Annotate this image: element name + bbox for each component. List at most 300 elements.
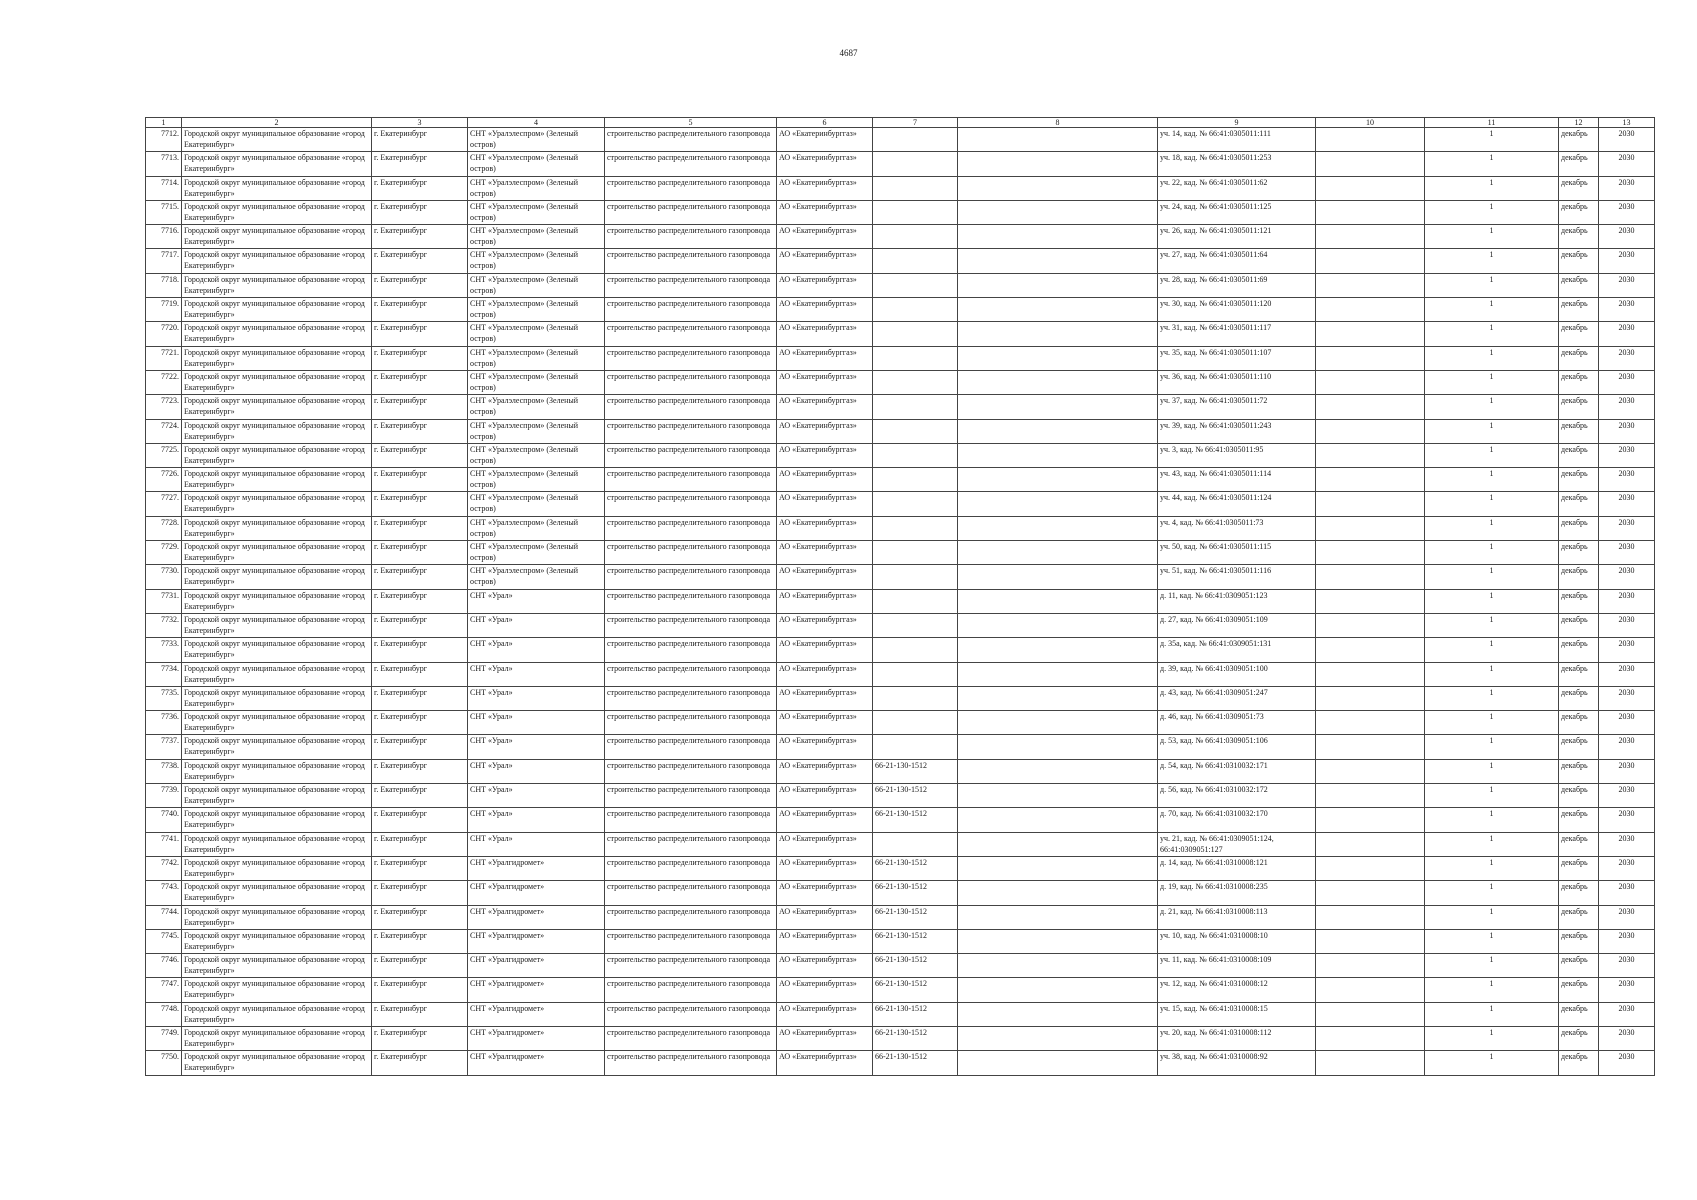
cell-col-5: строительство распределительного газопровода: [605, 176, 777, 200]
cell-col-1: 7742.: [146, 856, 182, 880]
cell-col-4: СНТ «Уралгидромет»: [468, 856, 605, 880]
cell-col-9: д. 14, кад. № 66:41:0310008:121: [1158, 856, 1316, 880]
cell-col-11: 1: [1425, 686, 1559, 710]
cell-col-6: АО «Екатеринбурггаз»: [777, 686, 873, 710]
table-row: [146, 613, 1655, 637]
cell-col-6: АО «Екатеринбурггаз»: [777, 735, 873, 759]
cell-col-6: АО «Екатеринбурггаз»: [777, 322, 873, 346]
cell-col-3: г. Екатеринбург: [372, 395, 468, 419]
table-row: [146, 298, 1655, 322]
table-row: [146, 492, 1655, 516]
cell-col-9: уч. 4, кад. № 66:41:0305011:73: [1158, 516, 1316, 540]
cell-col-11: 1: [1425, 613, 1559, 637]
cell-col-6: АО «Екатеринбурггаз»: [777, 1026, 873, 1050]
cell-col-9: уч. 10, кад. № 66:41:0310008:10: [1158, 929, 1316, 953]
table-row: [146, 273, 1655, 297]
table-body: [146, 128, 1655, 1076]
register-table: [145, 117, 1655, 1076]
cell-col-1: 7717.: [146, 249, 182, 273]
cell-col-2: Городской округ муниципальное образование «город Екатеринбург»: [182, 492, 372, 516]
cell-col-10: [1316, 565, 1425, 589]
cell-col-13: 2030: [1599, 954, 1655, 978]
cell-col-4: СНТ «Уралгидромет»: [468, 905, 605, 929]
cell-col-11: 1: [1425, 419, 1559, 443]
cell-col-1: 7725.: [146, 443, 182, 467]
cell-col-12: декабрь: [1559, 613, 1599, 637]
cell-col-7: 66-21-130-1512: [873, 1002, 958, 1026]
cell-col-5: строительство распределительного газопровода: [605, 565, 777, 589]
cell-col-5: строительство распределительного газопровода: [605, 954, 777, 978]
cell-col-5: строительство распределительного газопровода: [605, 759, 777, 783]
cell-col-9: д. 53, кад. № 66:41:0309051:106: [1158, 735, 1316, 759]
cell-col-2: Городской округ муниципальное образование «город Екатеринбург»: [182, 735, 372, 759]
cell-col-10: [1316, 589, 1425, 613]
cell-col-10: [1316, 322, 1425, 346]
cell-col-10: [1316, 152, 1425, 176]
cell-col-1: 7727.: [146, 492, 182, 516]
cell-col-7: [873, 492, 958, 516]
table-row: [146, 565, 1655, 589]
cell-col-3: г. Екатеринбург: [372, 249, 468, 273]
cell-col-10: [1316, 711, 1425, 735]
cell-col-13: 2030: [1599, 541, 1655, 565]
cell-col-1: 7736.: [146, 711, 182, 735]
cell-col-12: декабрь: [1559, 1002, 1599, 1026]
table-row: [146, 711, 1655, 735]
cell-col-1: 7743.: [146, 881, 182, 905]
cell-col-2: Городской округ муниципальное образование «город Екатеринбург»: [182, 443, 372, 467]
cell-col-9: уч. 20, кад. № 66:41:0310008:112: [1158, 1026, 1316, 1050]
cell-col-6: АО «Екатеринбурггаз»: [777, 784, 873, 808]
table-row: [146, 370, 1655, 394]
cell-col-4: СНТ «Уралэлеспром» (Зеленый остров): [468, 346, 605, 370]
cell-col-2: Городской округ муниципальное образование «город Екатеринбург»: [182, 176, 372, 200]
cell-col-12: декабрь: [1559, 1026, 1599, 1050]
cell-col-4: СНТ «Уралгидромет»: [468, 1051, 605, 1075]
table-row: [146, 395, 1655, 419]
cell-col-7: 66-21-130-1512: [873, 1051, 958, 1075]
cell-col-10: [1316, 686, 1425, 710]
cell-col-8: [958, 735, 1158, 759]
cell-col-7: [873, 249, 958, 273]
cell-col-3: г. Екатеринбург: [372, 541, 468, 565]
cell-col-3: г. Екатеринбург: [372, 370, 468, 394]
cell-col-3: г. Екатеринбург: [372, 784, 468, 808]
cell-col-3: г. Екатеринбург: [372, 954, 468, 978]
cell-col-2: Городской округ муниципальное образование «город Екатеринбург»: [182, 468, 372, 492]
cell-col-4: СНТ «Уралэлеспром» (Зеленый остров): [468, 443, 605, 467]
cell-col-4: СНТ «Уралгидромет»: [468, 929, 605, 953]
cell-col-11: 1: [1425, 638, 1559, 662]
cell-col-9: уч. 36, кад. № 66:41:0305011:110: [1158, 370, 1316, 394]
cell-col-1: 7720.: [146, 322, 182, 346]
cell-col-8: [958, 176, 1158, 200]
table-row: [146, 832, 1655, 856]
cell-col-10: [1316, 759, 1425, 783]
cell-col-4: СНТ «Урал»: [468, 638, 605, 662]
cell-col-13: 2030: [1599, 1026, 1655, 1050]
cell-col-9: уч. 31, кад. № 66:41:0305011:117: [1158, 322, 1316, 346]
cell-col-7: 66-21-130-1512: [873, 929, 958, 953]
cell-col-4: СНТ «Уралэлеспром» (Зеленый остров): [468, 128, 605, 152]
cell-col-5: строительство распределительного газопровода: [605, 541, 777, 565]
cell-col-3: г. Екатеринбург: [372, 662, 468, 686]
cell-col-12: декабрь: [1559, 322, 1599, 346]
cell-col-1: 7715.: [146, 200, 182, 224]
cell-col-4: СНТ «Уралэлеспром» (Зеленый остров): [468, 152, 605, 176]
cell-col-9: д. 54, кад. № 66:41:0310032:171: [1158, 759, 1316, 783]
cell-col-2: Городской округ муниципальное образование «город Екатеринбург»: [182, 589, 372, 613]
cell-col-2: Городской округ муниципальное образование «город Екатеринбург»: [182, 638, 372, 662]
cell-col-7: [873, 638, 958, 662]
cell-col-12: декабрь: [1559, 808, 1599, 832]
cell-col-8: [958, 1002, 1158, 1026]
cell-col-9: уч. 15, кад. № 66:41:0310008:15: [1158, 1002, 1316, 1026]
cell-col-8: [958, 638, 1158, 662]
cell-col-6: АО «Екатеринбурггаз»: [777, 419, 873, 443]
cell-col-11: 1: [1425, 881, 1559, 905]
table-row: [146, 784, 1655, 808]
cell-col-4: СНТ «Уралэлеспром» (Зеленый остров): [468, 541, 605, 565]
cell-col-13: 2030: [1599, 419, 1655, 443]
cell-col-4: СНТ «Урал»: [468, 662, 605, 686]
cell-col-1: 7748.: [146, 1002, 182, 1026]
cell-col-9: уч. 38, кад. № 66:41:0310008:92: [1158, 1051, 1316, 1075]
cell-col-13: 2030: [1599, 589, 1655, 613]
cell-col-6: АО «Екатеринбурггаз»: [777, 225, 873, 249]
cell-col-3: г. Екатеринбург: [372, 468, 468, 492]
cell-col-10: [1316, 1026, 1425, 1050]
cell-col-12: декабрь: [1559, 468, 1599, 492]
cell-col-13: 2030: [1599, 881, 1655, 905]
cell-col-10: [1316, 176, 1425, 200]
cell-col-1: 7744.: [146, 905, 182, 929]
cell-col-12: декабрь: [1559, 443, 1599, 467]
cell-col-3: г. Екатеринбург: [372, 273, 468, 297]
cell-col-8: [958, 200, 1158, 224]
cell-col-4: СНТ «Уралэлеспром» (Зеленый остров): [468, 565, 605, 589]
cell-col-11: 1: [1425, 905, 1559, 929]
cell-col-9: уч. 24, кад. № 66:41:0305011:125: [1158, 200, 1316, 224]
cell-col-13: 2030: [1599, 298, 1655, 322]
cell-col-8: [958, 565, 1158, 589]
cell-col-4: СНТ «Урал»: [468, 589, 605, 613]
column-header-9: 9: [1158, 118, 1316, 128]
cell-col-1: 7745.: [146, 929, 182, 953]
cell-col-11: 1: [1425, 395, 1559, 419]
cell-col-9: д. 70, кад. № 66:41:0310032:170: [1158, 808, 1316, 832]
table-row: [146, 1002, 1655, 1026]
cell-col-2: Городской округ муниципальное образование «город Екатеринбург»: [182, 978, 372, 1002]
cell-col-4: СНТ «Урал»: [468, 686, 605, 710]
column-header-12: 12: [1559, 118, 1599, 128]
cell-col-8: [958, 808, 1158, 832]
cell-col-6: АО «Екатеринбурггаз»: [777, 468, 873, 492]
cell-col-11: 1: [1425, 589, 1559, 613]
cell-col-3: г. Екатеринбург: [372, 929, 468, 953]
cell-col-13: 2030: [1599, 346, 1655, 370]
cell-col-10: [1316, 298, 1425, 322]
cell-col-7: 66-21-130-1512: [873, 784, 958, 808]
cell-col-7: 66-21-130-1512: [873, 1026, 958, 1050]
cell-col-7: 66-21-130-1512: [873, 881, 958, 905]
cell-col-2: Городской округ муниципальное образование «город Екатеринбург»: [182, 395, 372, 419]
cell-col-9: д. 21, кад. № 66:41:0310008:113: [1158, 905, 1316, 929]
cell-col-12: декабрь: [1559, 881, 1599, 905]
cell-col-6: АО «Екатеринбурггаз»: [777, 638, 873, 662]
cell-col-6: АО «Екатеринбурггаз»: [777, 929, 873, 953]
cell-col-9: уч. 39, кад. № 66:41:0305011:243: [1158, 419, 1316, 443]
cell-col-11: 1: [1425, 1002, 1559, 1026]
cell-col-6: АО «Екатеринбурггаз»: [777, 954, 873, 978]
cell-col-7: [873, 419, 958, 443]
table-row: [146, 735, 1655, 759]
table-row: [146, 468, 1655, 492]
cell-col-3: г. Екатеринбург: [372, 298, 468, 322]
cell-col-2: Городской округ муниципальное образование «город Екатеринбург»: [182, 1051, 372, 1075]
cell-col-11: 1: [1425, 516, 1559, 540]
cell-col-9: уч. 37, кад. № 66:41:0305011:72: [1158, 395, 1316, 419]
cell-col-9: д. 27, кад. № 66:41:0309051:109: [1158, 613, 1316, 637]
cell-col-3: г. Екатеринбург: [372, 176, 468, 200]
cell-col-11: 1: [1425, 1051, 1559, 1075]
cell-col-12: декабрь: [1559, 419, 1599, 443]
table-row: [146, 346, 1655, 370]
cell-col-6: АО «Екатеринбурггаз»: [777, 565, 873, 589]
cell-col-8: [958, 954, 1158, 978]
cell-col-6: АО «Екатеринбурггаз»: [777, 589, 873, 613]
cell-col-5: строительство распределительного газопровода: [605, 978, 777, 1002]
cell-col-3: г. Екатеринбург: [372, 808, 468, 832]
cell-col-5: строительство распределительного газопровода: [605, 322, 777, 346]
cell-col-12: декабрь: [1559, 516, 1599, 540]
cell-col-8: [958, 468, 1158, 492]
cell-col-2: Городской округ муниципальное образование «город Екатеринбург»: [182, 856, 372, 880]
cell-col-2: Городской округ муниципальное образование «город Екатеринбург»: [182, 346, 372, 370]
cell-col-4: СНТ «Урал»: [468, 832, 605, 856]
cell-col-7: [873, 832, 958, 856]
cell-col-2: Городской округ муниципальное образование «город Екатеринбург»: [182, 273, 372, 297]
cell-col-3: г. Екатеринбург: [372, 419, 468, 443]
cell-col-11: 1: [1425, 273, 1559, 297]
cell-col-13: 2030: [1599, 978, 1655, 1002]
page-number: 4687: [839, 48, 858, 58]
cell-col-9: д. 39, кад. № 66:41:0309051:100: [1158, 662, 1316, 686]
cell-col-7: [873, 662, 958, 686]
table-row: [146, 516, 1655, 540]
cell-col-7: [873, 346, 958, 370]
cell-col-1: 7749.: [146, 1026, 182, 1050]
cell-col-11: 1: [1425, 784, 1559, 808]
cell-col-5: строительство распределительного газопровода: [605, 419, 777, 443]
cell-col-8: [958, 370, 1158, 394]
cell-col-7: 66-21-130-1512: [873, 978, 958, 1002]
cell-col-4: СНТ «Уралэлеспром» (Зеленый остров): [468, 225, 605, 249]
cell-col-10: [1316, 856, 1425, 880]
cell-col-7: [873, 200, 958, 224]
cell-col-10: [1316, 516, 1425, 540]
cell-col-1: 7722.: [146, 370, 182, 394]
cell-col-6: АО «Екатеринбурггаз»: [777, 662, 873, 686]
cell-col-10: [1316, 273, 1425, 297]
cell-col-2: Городской округ муниципальное образование «город Екатеринбург»: [182, 322, 372, 346]
cell-col-1: 7726.: [146, 468, 182, 492]
cell-col-6: АО «Екатеринбурггаз»: [777, 1002, 873, 1026]
cell-col-5: строительство распределительного газопровода: [605, 711, 777, 735]
table-row: [146, 128, 1655, 152]
cell-col-8: [958, 905, 1158, 929]
cell-col-12: декабрь: [1559, 929, 1599, 953]
column-header-7: 7: [873, 118, 958, 128]
cell-col-4: СНТ «Урал»: [468, 759, 605, 783]
cell-col-2: Городской округ муниципальное образование «город Екатеринбург»: [182, 1002, 372, 1026]
cell-col-9: уч. 12, кад. № 66:41:0310008:12: [1158, 978, 1316, 1002]
cell-col-9: д. 11, кад. № 66:41:0309051:123: [1158, 589, 1316, 613]
cell-col-1: 7719.: [146, 298, 182, 322]
cell-col-7: [873, 686, 958, 710]
cell-col-4: СНТ «Уралэлеспром» (Зеленый остров): [468, 468, 605, 492]
cell-col-2: Городской округ муниципальное образование «город Екатеринбург»: [182, 225, 372, 249]
cell-col-10: [1316, 881, 1425, 905]
cell-col-6: АО «Екатеринбурггаз»: [777, 881, 873, 905]
cell-col-10: [1316, 1051, 1425, 1075]
cell-col-9: д. 56, кад. № 66:41:0310032:172: [1158, 784, 1316, 808]
cell-col-9: уч. 14, кад. № 66:41:0305011:111: [1158, 128, 1316, 152]
cell-col-2: Городской округ муниципальное образование «город Екатеринбург»: [182, 370, 372, 394]
cell-col-9: уч. 43, кад. № 66:41:0305011:114: [1158, 468, 1316, 492]
cell-col-1: 7730.: [146, 565, 182, 589]
cell-col-12: декабрь: [1559, 662, 1599, 686]
cell-col-5: строительство распределительного газопровода: [605, 638, 777, 662]
cell-col-3: г. Екатеринбург: [372, 1026, 468, 1050]
cell-col-11: 1: [1425, 735, 1559, 759]
cell-col-12: декабрь: [1559, 905, 1599, 929]
cell-col-8: [958, 128, 1158, 152]
cell-col-2: Городской округ муниципальное образование «город Екатеринбург»: [182, 152, 372, 176]
cell-col-2: Городской округ муниципальное образование «город Екатеринбург»: [182, 954, 372, 978]
cell-col-10: [1316, 929, 1425, 953]
cell-col-9: д. 19, кад. № 66:41:0310008:235: [1158, 881, 1316, 905]
cell-col-3: г. Екатеринбург: [372, 565, 468, 589]
cell-col-4: СНТ «Уралгидромет»: [468, 1026, 605, 1050]
cell-col-11: 1: [1425, 128, 1559, 152]
cell-col-7: [873, 468, 958, 492]
cell-col-13: 2030: [1599, 492, 1655, 516]
cell-col-1: 7732.: [146, 613, 182, 637]
cell-col-4: СНТ «Уралэлеспром» (Зеленый остров): [468, 370, 605, 394]
cell-col-4: СНТ «Уралэлеспром» (Зеленый остров): [468, 419, 605, 443]
column-number-row: [146, 118, 1655, 128]
cell-col-13: 2030: [1599, 784, 1655, 808]
cell-col-10: [1316, 1002, 1425, 1026]
cell-col-9: уч. 51, кад. № 66:41:0305011:116: [1158, 565, 1316, 589]
cell-col-13: 2030: [1599, 200, 1655, 224]
cell-col-5: строительство распределительного газопровода: [605, 249, 777, 273]
cell-col-7: [873, 613, 958, 637]
cell-col-9: уч. 3, кад. № 66:41:0305011:95: [1158, 443, 1316, 467]
cell-col-5: строительство распределительного газопровода: [605, 735, 777, 759]
cell-col-3: г. Екатеринбург: [372, 638, 468, 662]
cell-col-5: строительство распределительного газопровода: [605, 856, 777, 880]
cell-col-1: 7728.: [146, 516, 182, 540]
cell-col-9: уч. 30, кад. № 66:41:0305011:120: [1158, 298, 1316, 322]
cell-col-6: АО «Екатеринбурггаз»: [777, 905, 873, 929]
cell-col-13: 2030: [1599, 929, 1655, 953]
cell-col-12: декабрь: [1559, 711, 1599, 735]
column-header-11: 11: [1425, 118, 1559, 128]
cell-col-8: [958, 419, 1158, 443]
cell-col-2: Городской округ муниципальное образование «город Екатеринбург»: [182, 929, 372, 953]
cell-col-1: 7716.: [146, 225, 182, 249]
cell-col-8: [958, 298, 1158, 322]
cell-col-8: [958, 395, 1158, 419]
cell-col-13: 2030: [1599, 1002, 1655, 1026]
cell-col-8: [958, 346, 1158, 370]
cell-col-12: декабрь: [1559, 1051, 1599, 1075]
cell-col-12: декабрь: [1559, 273, 1599, 297]
cell-col-2: Городской округ муниципальное образование «город Екатеринбург»: [182, 128, 372, 152]
cell-col-5: строительство распределительного газопровода: [605, 395, 777, 419]
cell-col-3: г. Екатеринбург: [372, 613, 468, 637]
cell-col-4: СНТ «Уралэлеспром» (Зеленый остров): [468, 249, 605, 273]
cell-col-11: 1: [1425, 152, 1559, 176]
cell-col-10: [1316, 370, 1425, 394]
cell-col-2: Городской округ муниципальное образование «город Екатеринбург»: [182, 905, 372, 929]
cell-col-13: 2030: [1599, 468, 1655, 492]
cell-col-12: декабрь: [1559, 128, 1599, 152]
cell-col-5: строительство распределительного газопровода: [605, 613, 777, 637]
cell-col-7: [873, 711, 958, 735]
table-row: [146, 808, 1655, 832]
cell-col-3: г. Екатеринбург: [372, 881, 468, 905]
cell-col-2: Городской округ муниципальное образование «город Екатеринбург»: [182, 784, 372, 808]
cell-col-11: 1: [1425, 443, 1559, 467]
cell-col-5: строительство распределительного газопровода: [605, 273, 777, 297]
cell-col-10: [1316, 225, 1425, 249]
cell-col-11: 1: [1425, 322, 1559, 346]
cell-col-4: СНТ «Уралгидромет»: [468, 1002, 605, 1026]
cell-col-9: уч. 26, кад. № 66:41:0305011:121: [1158, 225, 1316, 249]
cell-col-13: 2030: [1599, 443, 1655, 467]
cell-col-6: АО «Екатеринбурггаз»: [777, 856, 873, 880]
table-row: [146, 881, 1655, 905]
cell-col-12: декабрь: [1559, 395, 1599, 419]
table-row: [146, 249, 1655, 273]
cell-col-6: АО «Екатеринбурггаз»: [777, 613, 873, 637]
cell-col-5: строительство распределительного газопровода: [605, 905, 777, 929]
table-row: [146, 176, 1655, 200]
cell-col-10: [1316, 808, 1425, 832]
cell-col-7: [873, 443, 958, 467]
cell-col-5: строительство распределительного газопровода: [605, 443, 777, 467]
cell-col-13: 2030: [1599, 905, 1655, 929]
cell-col-9: уч. 18, кад. № 66:41:0305011:253: [1158, 152, 1316, 176]
cell-col-6: АО «Екатеринбурггаз»: [777, 492, 873, 516]
column-header-6: 6: [777, 118, 873, 128]
cell-col-2: Городской округ муниципальное образование «город Екатеринбург»: [182, 759, 372, 783]
cell-col-1: 7747.: [146, 978, 182, 1002]
table-row: [146, 978, 1655, 1002]
cell-col-8: [958, 759, 1158, 783]
cell-col-12: декабрь: [1559, 589, 1599, 613]
cell-col-1: 7729.: [146, 541, 182, 565]
cell-col-11: 1: [1425, 565, 1559, 589]
cell-col-7: 66-21-130-1512: [873, 905, 958, 929]
cell-col-13: 2030: [1599, 638, 1655, 662]
cell-col-13: 2030: [1599, 686, 1655, 710]
cell-col-8: [958, 662, 1158, 686]
cell-col-5: строительство распределительного газопровода: [605, 1002, 777, 1026]
